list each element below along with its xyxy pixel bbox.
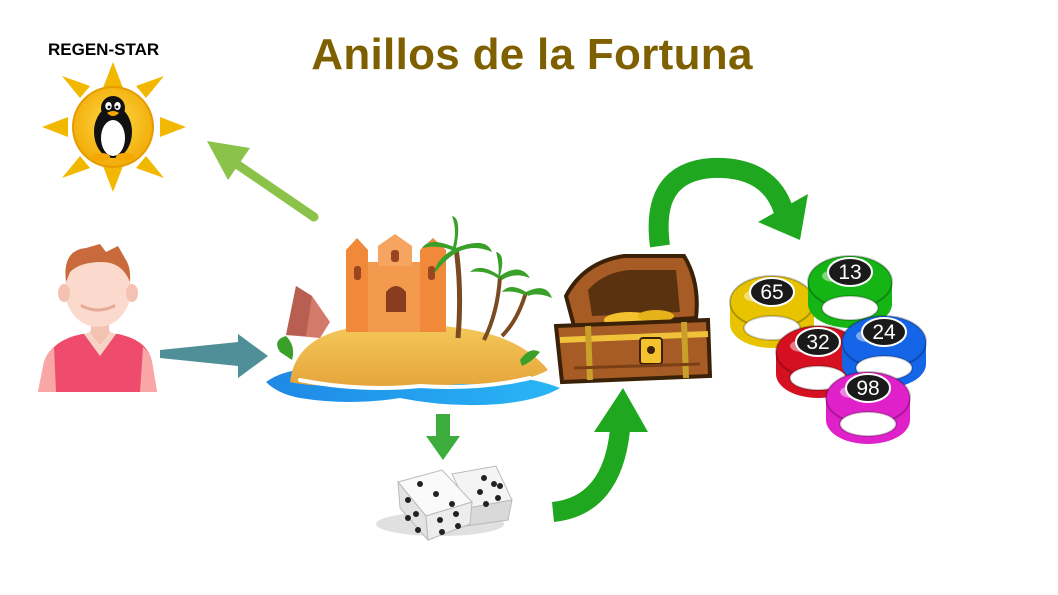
arrow-dice-to-chest xyxy=(553,388,648,512)
ring-number: 98 xyxy=(856,377,880,400)
arrow-island-to-dice xyxy=(426,414,460,460)
dice-icon xyxy=(376,466,512,540)
ring-number: 32 xyxy=(806,331,830,354)
arrow-chest-to-rings xyxy=(659,168,808,246)
rings-icon xyxy=(730,256,926,444)
ring-number: 65 xyxy=(760,281,784,304)
arrow-user-to-island xyxy=(160,334,268,378)
ring-98 xyxy=(826,372,910,444)
ring-number: 24 xyxy=(872,321,896,344)
treasure-chest-icon xyxy=(556,256,710,382)
ring-number: 13 xyxy=(838,261,862,284)
brand-label: REGEN-STAR xyxy=(48,40,160,59)
island-castle-icon xyxy=(266,216,560,405)
arrow-to-regen-star xyxy=(207,141,314,217)
sun-tux-icon xyxy=(42,62,186,192)
user-icon xyxy=(38,244,157,392)
page-title: Anillos de la Fortuna xyxy=(311,30,753,79)
